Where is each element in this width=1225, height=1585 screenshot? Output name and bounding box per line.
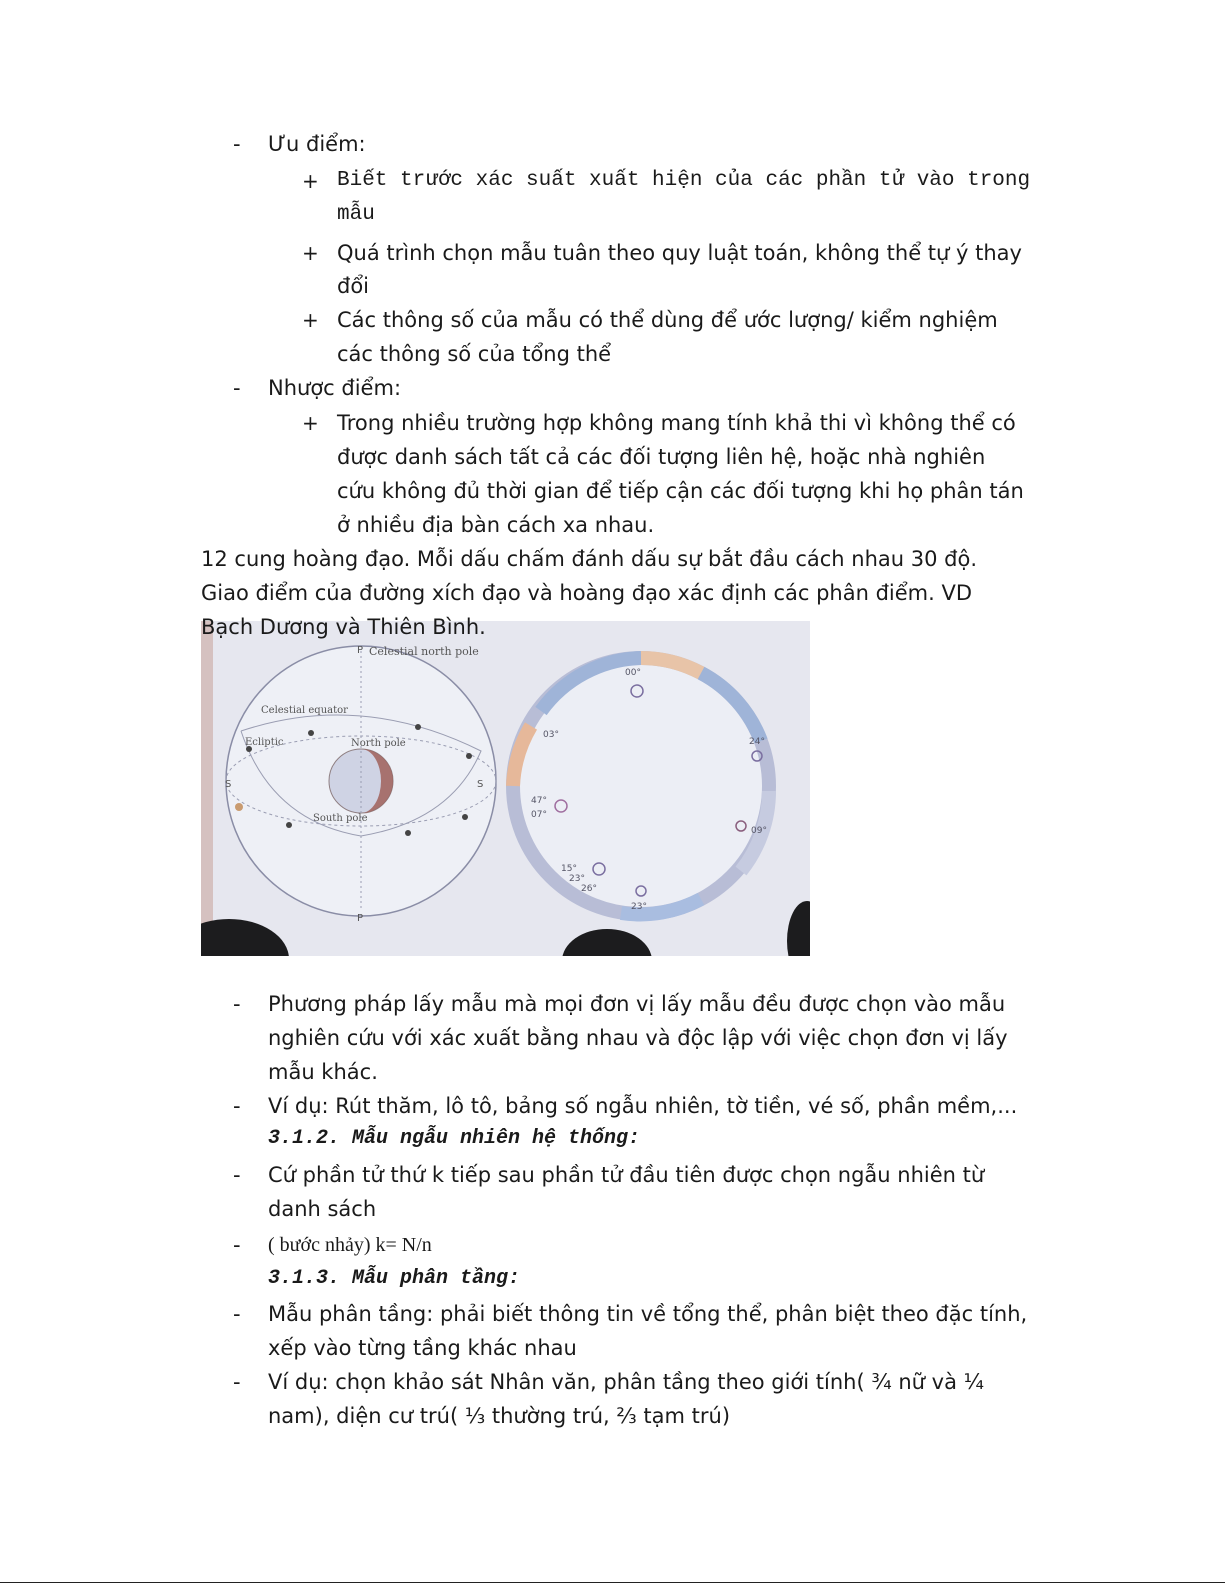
wheel-label: 03° <box>543 730 559 740</box>
figure-label-north-pole: North pole <box>351 738 406 749</box>
wheel-label: 24° <box>749 737 765 747</box>
bullet-dash: - <box>233 1163 241 1187</box>
bullet-dash: - <box>233 992 241 1016</box>
bullet-plus: + <box>302 411 319 435</box>
advantage-1-line-1: Biết trước xác suất xuất hiện của các phần tử vào trong <box>337 169 1031 192</box>
section-313-item1-line-2: xếp vào từng tầng khác nhau <box>268 1336 577 1360</box>
figure-label-ecliptic: Ecliptic <box>245 737 284 748</box>
zodiac-line-1: 12 cung hoàng đạo. Mỗi dấu chấm đánh dấu sự bắt đầu cách nhau 30 độ. <box>201 547 978 571</box>
random-method-line-1: Phương pháp lấy mẫu mà mọi đơn vị lấy mẫu đều được chọn vào mẫu <box>268 992 1006 1016</box>
disadvantage-1-line-4: ở nhiều địa bàn cách xa nhau. <box>337 513 655 537</box>
advantage-3-line-1: Các thông số của mẫu có thể dùng để ước lượng/ kiểm nghiệm <box>337 308 998 332</box>
disadvantage-1-line-1: Trong nhiều trường hợp không mang tính khả thi vì không thể có <box>337 411 1016 435</box>
section-312-item2: ( bước nhảy) k= N/n <box>268 1234 432 1256</box>
bullet-plus: + <box>302 308 319 332</box>
bullet-plus: + <box>302 169 319 193</box>
section-313-item2-line-1: Ví dụ: chọn khảo sát Nhân văn, phân tầng theo giới tính( ¾ nữ và ¼ <box>268 1370 984 1394</box>
random-method-line-3: mẫu khác. <box>268 1060 378 1084</box>
zodiac-line-2: Giao điểm của đường xích đạo và hoàng đạo xác định các phân điểm. VD <box>201 581 973 605</box>
wheel-label: 23° <box>631 902 647 912</box>
wheel-label: 23° <box>569 874 585 884</box>
figure-label-s-right: S <box>477 779 484 790</box>
advantage-2-line-2: đổi <box>337 274 370 298</box>
disadvantage-1-line-3: cứu không đủ thời gian để tiếp cận các đối tượng khi họ phân tán <box>337 479 1024 503</box>
zodiac-line-3: Bạch Dương và Thiên Bình. <box>201 615 486 639</box>
wheel-label: 09° <box>751 826 767 836</box>
random-method-example: Ví dụ: Rút thăm, lô tô, bảng số ngẫu nhiên, tờ tiền, vé số, phần mềm,... <box>268 1094 1018 1118</box>
bullet-dash: - <box>233 1094 241 1118</box>
wheel-label: 00° <box>625 668 641 678</box>
figure-label-s-left: S <box>225 779 232 790</box>
section-313-item1-line-1: Mẫu phân tầng: phải biết thông tin về tổng thể, phân biệt theo đặc tính, <box>268 1302 1028 1326</box>
wheel-label: 15° <box>561 864 577 874</box>
bullet-plus: + <box>302 241 319 265</box>
figure-label-celestial-equator: Celestial equator <box>261 705 348 716</box>
figure-label-p-bottom: P <box>357 913 364 924</box>
wheel-label: 47° <box>531 796 547 806</box>
figure-label-celestial-north-pole: Celestial north pole <box>369 645 479 658</box>
section-312-heading: 3.1.2. Mẫu ngẫu nhiên hệ thống: <box>268 1127 641 1150</box>
zodiac-photo <box>201 621 810 956</box>
bullet-dash: - <box>233 376 241 400</box>
wheel-label: 26° <box>581 884 597 894</box>
random-method-line-2: nghiên cứu với xác xuất bằng nhau và độc lập với việc chọn đơn vị lấy <box>268 1026 1008 1050</box>
zodiac-photo-drawing <box>201 621 810 956</box>
figure-label-south-pole: South pole <box>313 813 368 824</box>
advantage-3-line-2: các thông số của tổng thể <box>337 342 612 366</box>
advantage-1-line-2: mẫu <box>337 203 375 226</box>
advantages-label: Ưu điểm: <box>268 132 366 156</box>
section-312-item1-line-2: danh sách <box>268 1197 377 1221</box>
page-bottom-rule <box>0 1582 1225 1583</box>
section-312-item1-line-1: Cứ phần tử thứ k tiếp sau phần tử đầu tiên được chọn ngẫu nhiên từ <box>268 1163 985 1187</box>
section-313-heading: 3.1.3. Mẫu phân tầng: <box>268 1267 521 1290</box>
disadvantages-label: Nhược điểm: <box>268 376 402 400</box>
advantage-2-line-1: Quá trình chọn mẫu tuân theo quy luật toán, không thể tự ý thay <box>337 241 1022 265</box>
wheel-label: 07° <box>531 810 547 820</box>
disadvantage-1-line-2: được danh sách tất cả các đối tượng liên hệ, hoặc nhà nghiên <box>337 445 986 469</box>
section-313-item2-line-2: nam), diện cư trú( ⅓ thường trú, ⅔ tạm trú) <box>268 1404 731 1428</box>
bullet-dash: - <box>233 132 241 156</box>
bullet-dash: - <box>233 1302 241 1326</box>
bullet-dash: - <box>233 1370 241 1394</box>
figure-label-p-top: P <box>357 645 364 656</box>
bullet-dash: - <box>233 1233 241 1257</box>
